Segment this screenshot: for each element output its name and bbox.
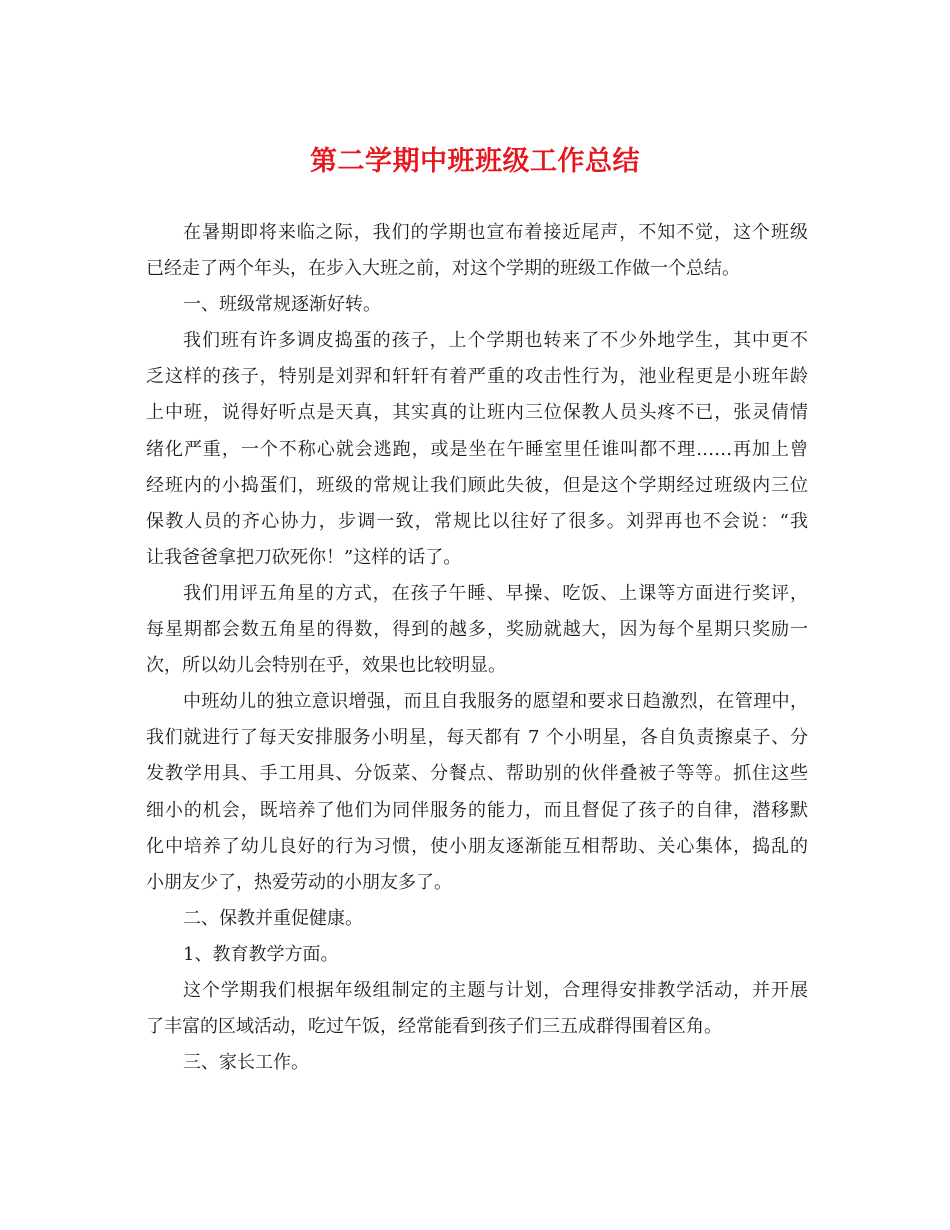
text-line: 我们就进行了每天安排服务小明星，每天都有 7 个小明星，各自负责擦桌子、分	[146, 727, 808, 749]
text-line: 这个学期我们根据年级组制定的主题与计划，合理得安排教学活动，并开展	[183, 979, 808, 1001]
text-line: 经班内的小捣蛋们，班级的常规让我们顾此失彼，但是这个学期经过班级内三位	[146, 474, 808, 496]
page-title: 第二学期中班班级工作总结	[310, 146, 640, 177]
text-line: 绪化严重，一个不称心就会逃跑，或是坐在午睡室里任谁叫都不理……再加上曾	[146, 438, 808, 460]
text-line: 一、班级常规逐渐好转。	[183, 294, 381, 316]
text-line: 已经走了两个年头，在步入大班之前，对这个学期的班级工作做一个总结。	[146, 258, 740, 280]
text-line: 发教学用具、手工用具、分饭菜、分餐点、帮助别的伙伴叠被子等等。抓住这些	[146, 763, 808, 785]
text-line: 中班幼儿的独立意识增强，而且自我服务的愿望和要求日趋激烈，在管理中，	[183, 691, 808, 713]
text-line: 我们用评五角星的方式，在孩子午睡、早操、吃饭、上课等方面进行奖评，	[183, 582, 808, 604]
text-line: 化中培养了幼儿良好的行为习惯，使小朋友逐渐能互相帮助、关心集体，捣乱的	[146, 835, 808, 857]
text-line: 在暑期即将来临之际，我们的学期也宣布着接近尾声，不知不觉，这个班级	[183, 222, 808, 243]
text-line: 小朋友少了，热爱劳动的小朋友多了。	[146, 871, 452, 893]
text-line: 我们班有许多调皮捣蛋的孩子，上个学期也转来了不少外地学生，其中更不	[183, 330, 808, 352]
text-line: 细小的机会，既培养了他们为同伴服务的能力，而且督促了孩子的自律，潜移默	[146, 799, 808, 821]
document-body	[146, 215, 808, 1081]
text-line: 二、保教并重促健康。	[183, 907, 363, 929]
text-line: 每星期都会数五角星的得数，得到的越多，奖励就越大，因为每个星期只奖励一	[146, 619, 808, 641]
text-line: 次，所以幼儿会特别在乎，效果也比较明显。	[146, 655, 506, 677]
text-line: 乏这样的孩子，特别是刘羿和轩轩有着严重的攻击性行为，池业程更是小班年龄	[146, 366, 808, 388]
text-line: 上中班，说得好听点是天真，其实真的让班内三位保教人员头疼不已，张灵倩情	[146, 402, 808, 424]
text-line: 三、家长工作。	[183, 1052, 309, 1074]
text-line: 保教人员的齐心协力，步调一致，常规比以往好了很多。刘羿再也不会说：“我	[146, 510, 808, 532]
text-line: 了丰富的区域活动，吃过午饭，经常能看到孩子们三五成群得围着区角。	[146, 1016, 722, 1038]
text-line: 1、教育教学方面。	[183, 943, 339, 965]
text-line: 让我爸爸拿把刀砍死你！”这样的话了。	[146, 546, 462, 568]
